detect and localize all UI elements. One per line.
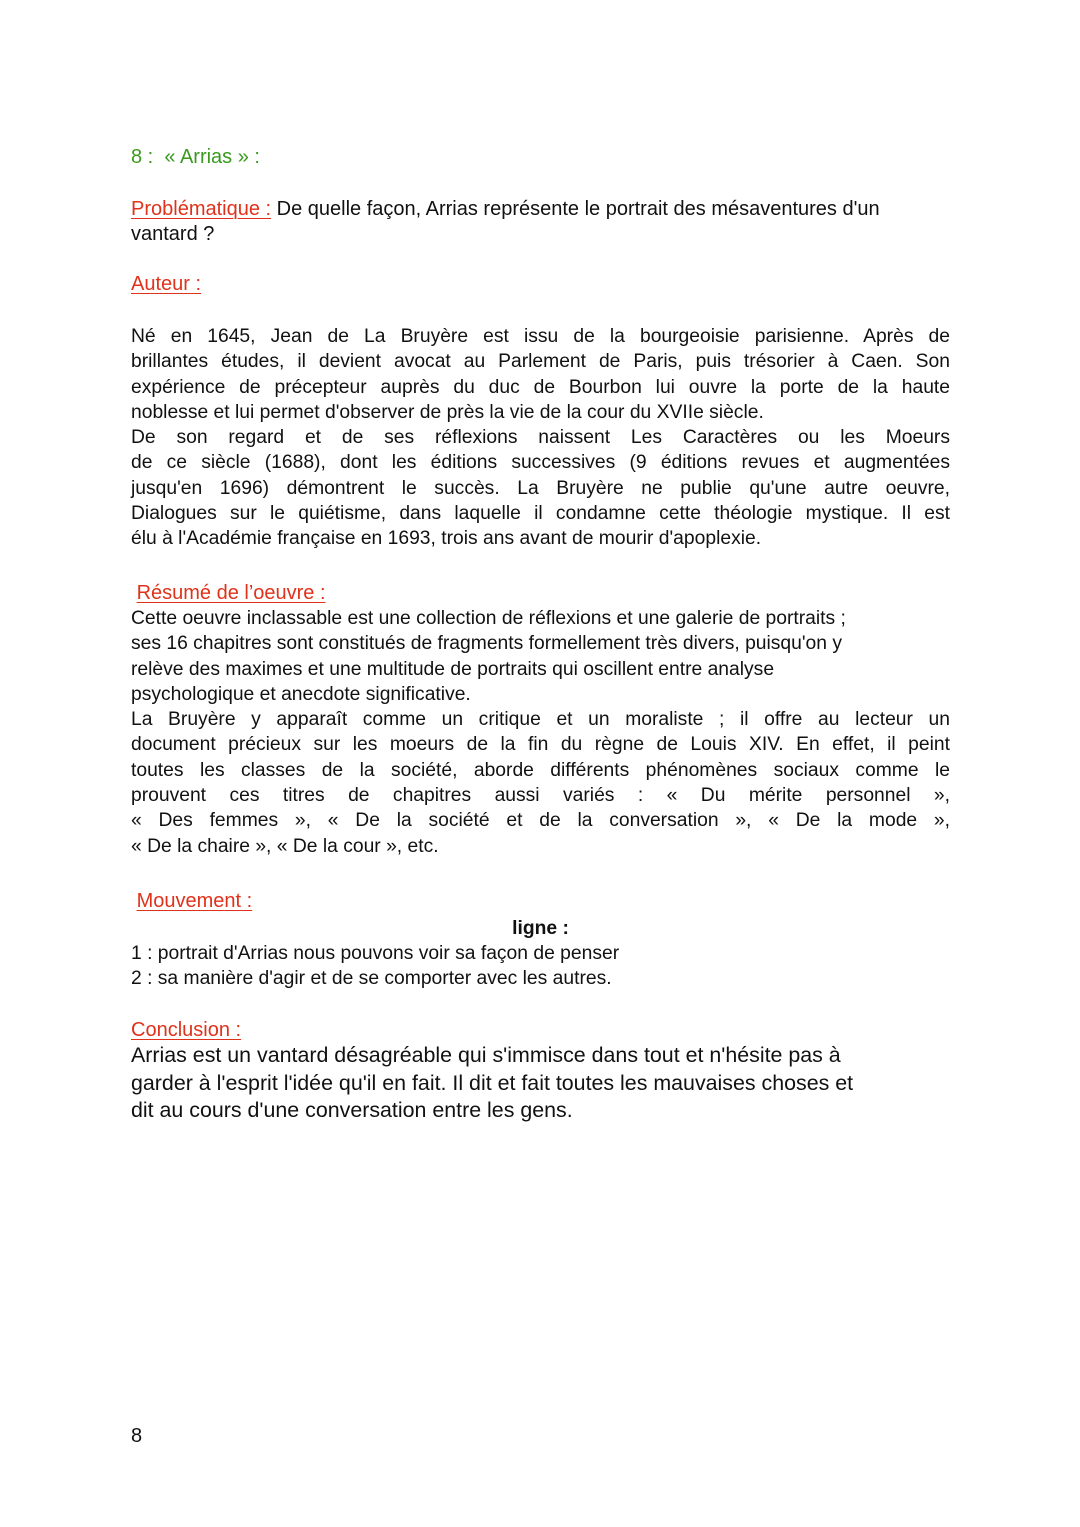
resume-line: « Des femmes », « De la société et de la conversation », « De la mode », xyxy=(131,810,950,832)
auteur-line: jusqu'en 1696) démontrent le succès. La Bruyère ne publie qu'une autre oeuvre, xyxy=(131,477,950,499)
auteur-line: élu à l'Académie française en 1693, trois ans avant de mourir d'apoplexie. xyxy=(131,528,762,550)
resume-line: « De la chaire », « De la cour », etc. xyxy=(131,835,439,857)
auteur-label: Auteur : xyxy=(131,273,202,295)
problematique-label: Problématique : xyxy=(131,198,272,220)
auteur-line: Né en 1645, Jean de La Bruyère est issu de la bourgeoisie parisienne. Après de xyxy=(131,326,950,347)
problematique-text-1: De quelle façon, Arrias représente le portrait des mésaventures d'un xyxy=(271,198,880,220)
conclusion-paragraph xyxy=(131,1042,950,1125)
resume-line: document précieux sur les moeurs de la fin du règne de Louis XIV. En effet, il peint xyxy=(131,734,950,756)
resume-line: La Bruyère y apparaît comme un critique et un moraliste ; il offre au lecteur un xyxy=(131,709,950,731)
conclusion-label: Conclusion : xyxy=(131,1019,242,1041)
auteur-paragraph xyxy=(131,324,950,552)
conclusion-line: Arrias est un vantard désagréable qui s'immisce dans tout et n'hésite pas à xyxy=(131,1043,841,1067)
resume-label: Résumé de l’oeuvre : xyxy=(136,582,326,604)
resume-line: ses 16 chapitres sont constitués de fragments formellement très divers, puisqu'on y xyxy=(131,633,843,655)
resume-heading xyxy=(131,581,950,606)
auteur-line: expérience de précepteur auprès du duc de Bourbon lui ouvre la porte de la haute xyxy=(131,376,950,398)
auteur-line: noblesse et lui permet d'observer de près la vie de la cour du XVIIe siècle. xyxy=(131,401,764,423)
conclusion-line: garder à l'esprit l'idée qu'il en fait. Il dit et fait toutes les mauvaises choses et xyxy=(131,1070,854,1095)
conclusion-line: dit au cours d'une conversation entre les gens. xyxy=(131,1098,573,1122)
resume-line: Cette oeuvre inclassable est une collection de réflexions et une galerie de portraits ; xyxy=(131,608,846,629)
section-number: 8 : xyxy=(131,146,154,168)
auteur-line: Dialogues sur le quiétisme, dans laquelle il condamne cette théologie mystique. Il est xyxy=(131,503,950,525)
resume-line: relève des maximes et une multitude de portraits qui oscillent entre analyse xyxy=(131,658,775,680)
auteur-line: De son regard et de ses réflexions naissent Les Caractères ou les Moeurs xyxy=(131,427,950,449)
resume-line: toutes les classes de la société, aborde différents phénomènes sociaux comme le xyxy=(131,759,950,781)
section-name: « Arrias » : xyxy=(164,146,260,168)
problematique-text-2: vantard ? xyxy=(131,223,215,246)
mouvement-label: Mouvement : xyxy=(136,890,253,912)
mouvement-heading xyxy=(131,889,950,914)
mouvement-item: 2 : sa manière d'agir et de se comporter avec les autres. xyxy=(131,968,612,990)
mouvement-list xyxy=(131,941,950,992)
mouvement-subheading: ligne : xyxy=(512,918,569,939)
section-title xyxy=(131,145,950,170)
auteur-heading xyxy=(131,272,950,297)
page-number: 8 xyxy=(131,1425,143,1447)
mouvement-item: 1 : portrait d'Arrias nous pouvons voir sa façon de penser xyxy=(131,943,620,964)
resume-line: psychologique et anecdote significative. xyxy=(131,683,471,705)
auteur-line: de ce siècle (1688), dont les éditions successives (9 éditions revues et augmentées xyxy=(131,452,950,474)
conclusion-heading xyxy=(131,1018,950,1043)
resume-line: prouvent ces titres de chapitres aussi variés : « Du mérite personnel », xyxy=(131,785,950,807)
problematique-block xyxy=(131,197,950,248)
resume-paragraph xyxy=(131,606,950,859)
auteur-line: brillantes études, il devient avocat au Parlement de Paris, puis trésorier à Caen. Son xyxy=(131,351,950,373)
